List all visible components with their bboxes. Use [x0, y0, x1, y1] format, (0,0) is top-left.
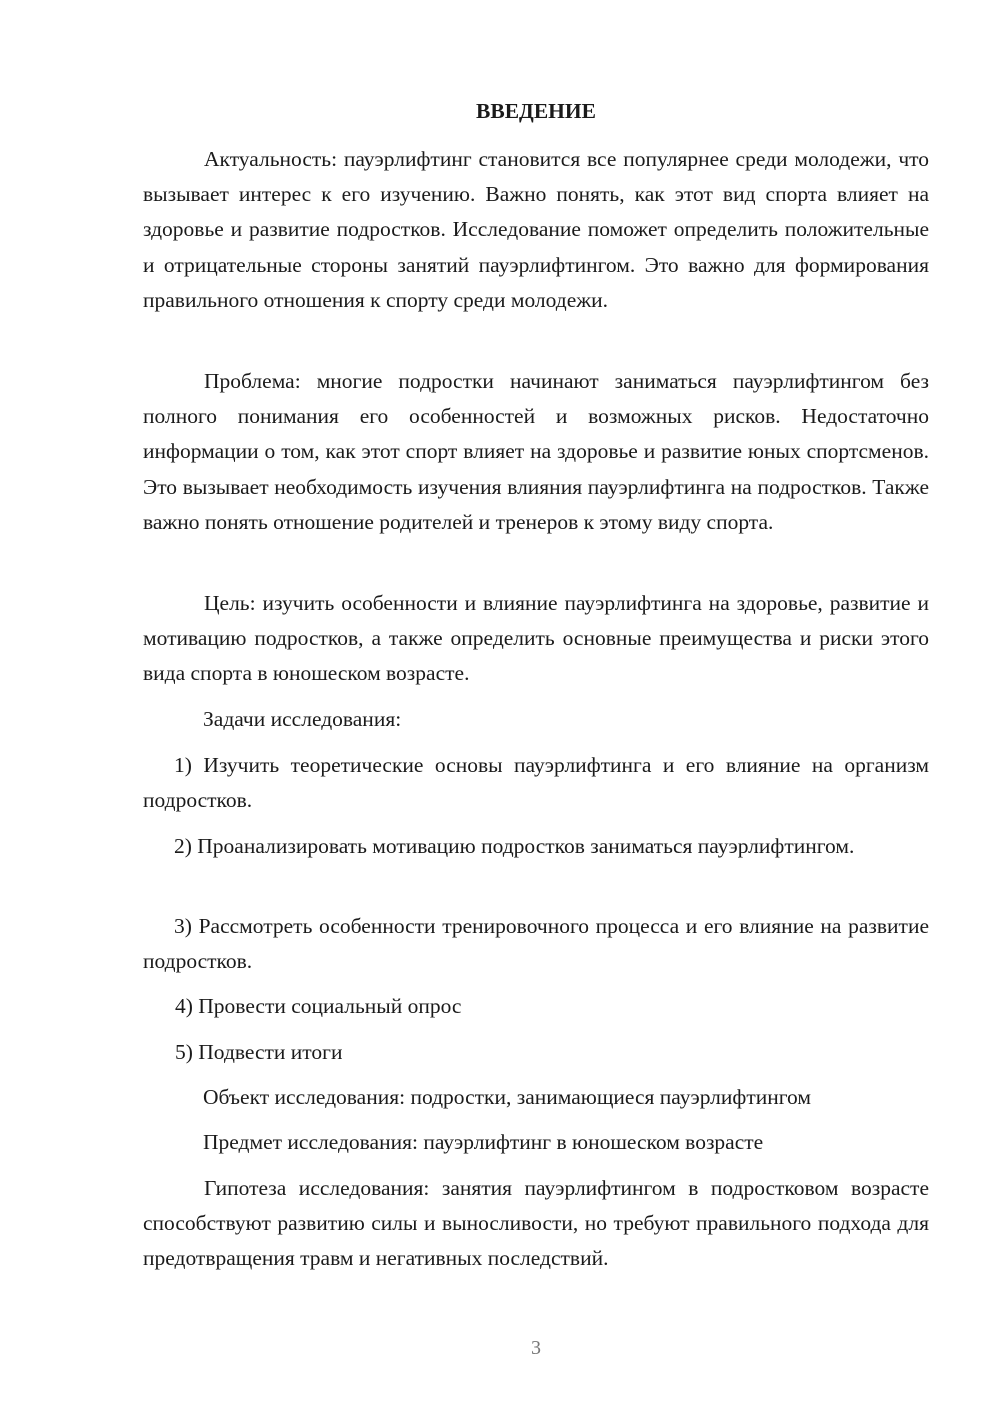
- hypothesis-paragraph: Гипотеза исследования: занятия пауэрлифтингом в подростковом возрасте способствуют развитию силы и выносливости, но требуют правильного подхода для предотвращения травм и негативных последствий.: [143, 1176, 929, 1271]
- object-line: Объект исследования: подростки, занимающиеся пауэрлифтингом: [203, 1085, 811, 1109]
- task-item: 5) Подвести итоги: [175, 1040, 343, 1064]
- subject-line: Предмет исследования: пауэрлифтинг в юношеском возрасте: [203, 1130, 764, 1154]
- page-number: 3: [531, 1337, 541, 1359]
- goal-paragraph: Цель: изучить особенности и влияние пауэрлифтинга на здоровье, развитие и мотивацию подростков, а также определить основные преимущества и риски этого вида спорта в юношеском возрасте.: [143, 591, 929, 686]
- page-title: ВВЕДЕНИЕ: [476, 99, 596, 123]
- task-item: 1) Изучить теоретические основы пауэрлифтинга и его влияние на организм подростков.: [143, 753, 929, 813]
- relevance-paragraph: Актуальность: пауэрлифтинг становится все популярнее среди молодежи, что вызывает интерес к его изучению. Важно понять, как этот вид спорта влияет на здоровье и развитие подростков. Исследование поможет определить положительные и отрицательные стороны занятий пауэрлифтингом. Это важно для формирования правильного отношения к спорту среди молодежи.: [143, 147, 929, 312]
- task-item: 4) Провести социальный опрос: [175, 994, 462, 1018]
- task-item: 2) Проанализировать мотивацию подростков заниматься пауэрлифтингом.: [174, 834, 855, 858]
- problem-paragraph: Проблема: многие подростки начинают заниматься пауэрлифтингом без полного понимания его особенностей и возможных рисков. Недостаточно информации о том, как этот спорт влияет на здоровье и развитие юных спортсменов. Это вызывает необходимость изучения влияния пауэрлифтинга на подростков. Также важно понять отношение родителей и тренеров к этому виду спорта.: [143, 369, 929, 534]
- task-item: 3) Рассмотреть особенности тренировочного процесса и его влияние на развитие подростков.: [143, 914, 929, 974]
- tasks-heading: Задачи исследования:: [203, 707, 402, 731]
